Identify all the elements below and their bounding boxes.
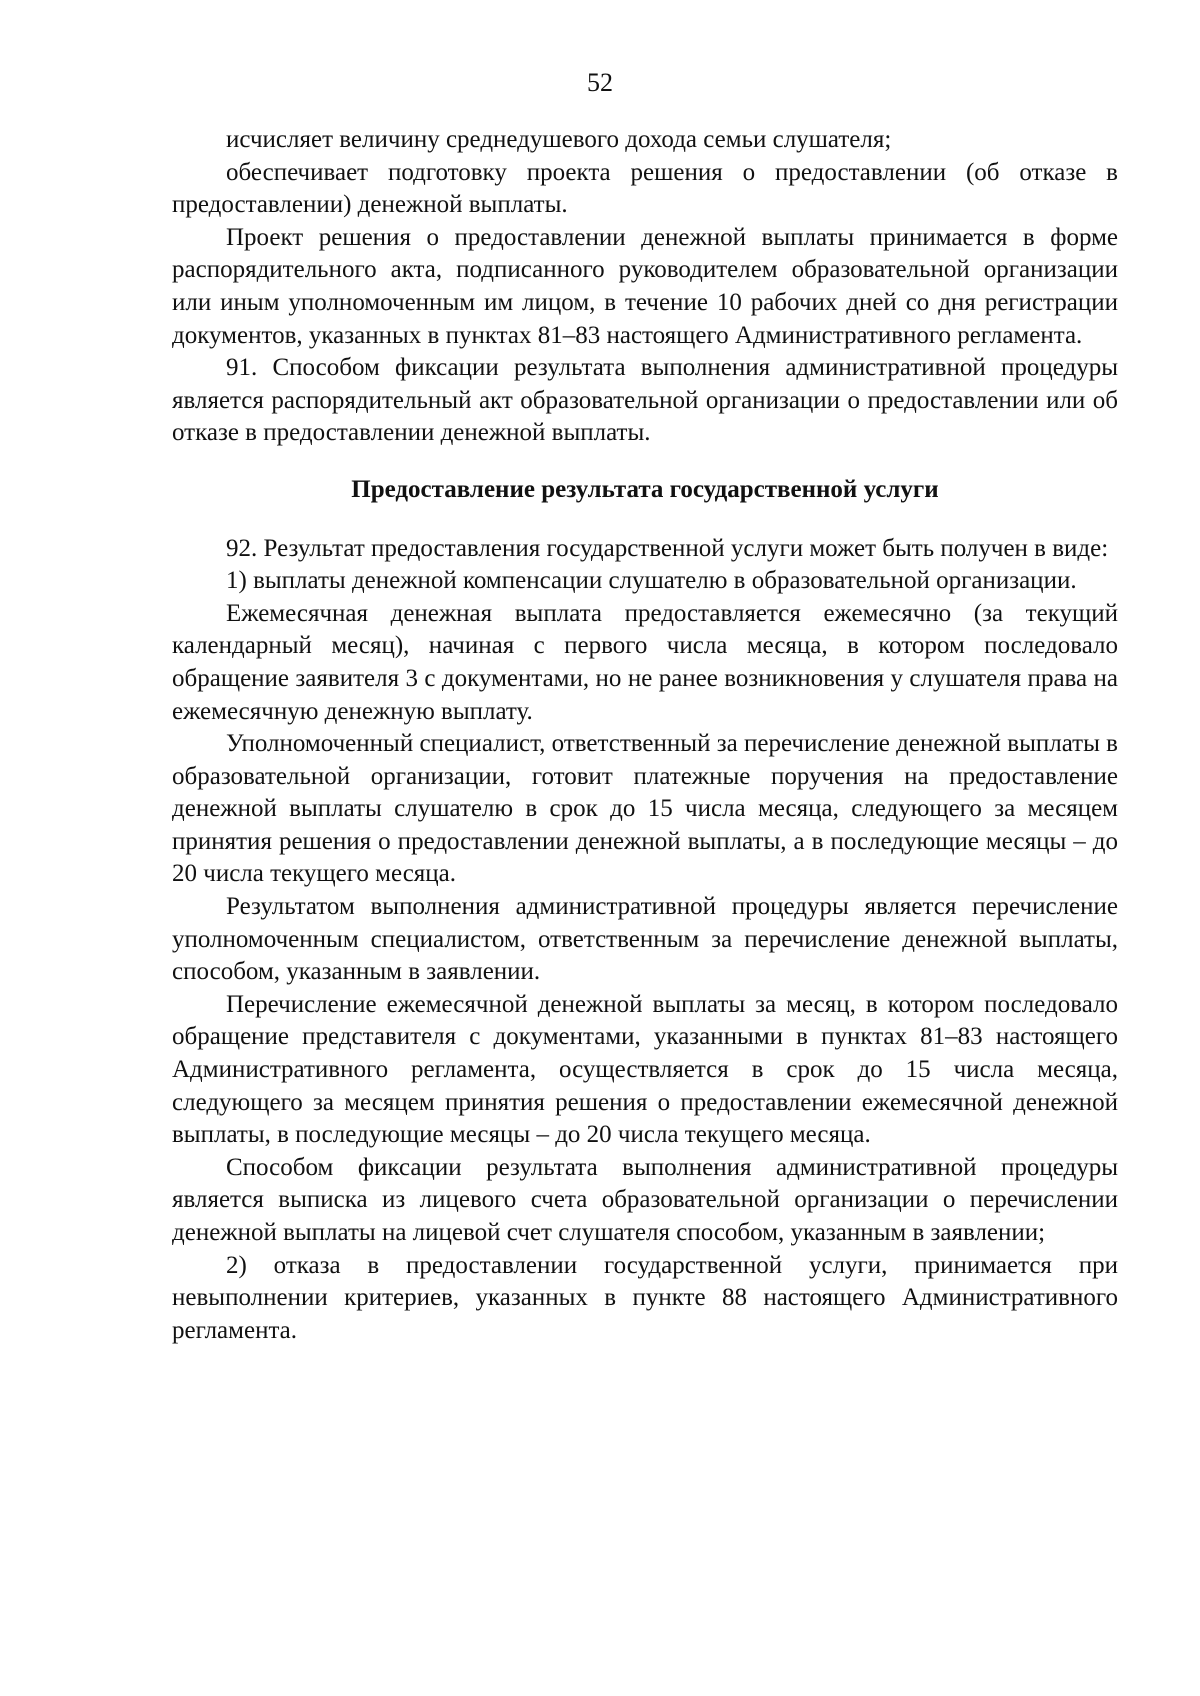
paragraph: обеспечивает подготовку проекта решения о предоставлении (об отказе в предоставлении) денежной выплаты. <box>172 158 1118 219</box>
paragraph: Ежемесячная денежная выплата предоставляется ежемесячно (за текущий календарный месяц), начиная с первого числа месяца, в котором последовало обращение заявителя 3 с документами, но не ранее возникновения у слушателя права на ежемесячную денежную выплату. <box>172 599 1118 725</box>
paragraph: 1) выплаты денежной компенсации слушателю в образовательной организации. <box>226 567 1077 595</box>
document-body <box>172 124 1118 1347</box>
page-number: 52 <box>587 68 613 97</box>
paragraph: Перечисление ежемесячной денежной выплаты за месяц, в котором последовало обращение представителя с документами, указанными в пунктах 81–83 настоящего Административного регламента, осуществляется в срок до 15 числа месяца, следующего за месяцем принятия решения о предоставлении ежемесячной денежной выплаты, в последующие месяцы – до 20 числа текущего месяца. <box>172 990 1118 1149</box>
paragraph: 2) отказа в предоставлении государственной услуги, принимается при невыполнении критериев, указанных в пункте 88 настоящего Административного регламента. <box>172 1251 1118 1344</box>
paragraph: Результатом выполнения административной процедуры является перечисление уполномоченным специалистом, ответственным за перечисление денежной выплаты, способом, указанным в заявлении. <box>172 893 1118 986</box>
section-heading: Предоставление результата государственной услуги <box>351 475 939 503</box>
paragraph: Проект решения о предоставлении денежной выплаты принимается в форме распорядительного акта, подписанного руководителем образовательной организации или иным уполномоченным им лицом, в течение 10 рабочих дней со дня регистрации документов, указанных в пунктах 81–83 настоящего Административного регламента. <box>172 223 1118 349</box>
paragraph: Способом фиксации результата выполнения административной процедуры является выписка из лицевого счета образовательной организации о перечислении денежной выплаты на лицевой счет слушателя способом, указанным в заявлении; <box>172 1153 1118 1246</box>
paragraph: Уполномоченный специалист, ответственный за перечисление денежной выплаты в образовательной организации, готовит платежные поручения на предоставление денежной выплаты слушателю в срок до 15 числа месяца, следующего за месяцем принятия решения о предоставлении денежной выплаты, а в последующие месяцы – до 20 числа текущего месяца. <box>172 730 1118 888</box>
paragraph: 92. Результат предоставления государственной услуги может быть получен в виде: <box>226 534 1109 562</box>
paragraph: исчисляет величину среднедушевого дохода семьи слушателя; <box>226 126 892 153</box>
paragraph: 91. Способом фиксации результата выполнения административной процедуры является распорядительный акт образовательной организации о предоставлении или об отказе в предоставлении денежной выплаты. <box>172 354 1118 447</box>
